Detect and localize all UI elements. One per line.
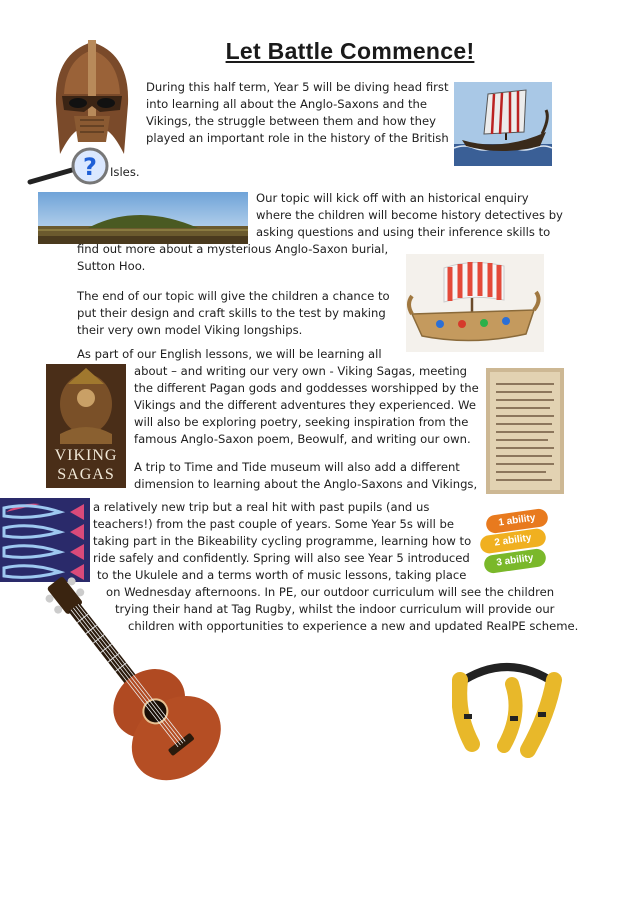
para2-line: find out more about a mysterious Anglo-Saxon burial, <box>77 242 389 256</box>
svg-text:?: ? <box>83 153 97 181</box>
para1-line: Vikings, the struggle between them and how they <box>146 114 436 128</box>
para5-line: on Wednesday afternoons. In PE, our outdoor curriculum will see the children <box>106 585 555 599</box>
para4-line: famous Anglo-Saxon poem, Beowulf, and writing our own. <box>134 432 471 446</box>
para2-line: Sutton Hoo. <box>77 259 146 273</box>
saga-title-line: VIKING <box>54 447 118 464</box>
para5-line: a relatively new trip but a real hit with past pupils (and us <box>93 500 430 514</box>
ukulele-image <box>36 560 226 784</box>
helmet-icon <box>44 34 140 164</box>
para1-line: During this half term, Year 5 will be diving head first <box>146 80 449 94</box>
para5-line: dimension to learning about the Anglo-Saxons and Vikings, <box>134 477 478 491</box>
beowulf-manuscript-image <box>486 368 564 494</box>
para4-line: Vikings and the different adventures they experienced. We <box>134 398 476 412</box>
para5-line: children with opportunities to experience a new and updated RealPE scheme. <box>128 619 579 633</box>
para3-line: The end of our topic will give the children a chance to <box>77 289 390 303</box>
para4-line: the different Pagan gods and goddesses worshipped by the <box>134 381 479 395</box>
para1-line: played an important role in the history of the British <box>146 131 449 145</box>
para5-line: taking part in the Bikeability cycling programme, learning how to <box>93 534 472 548</box>
viking-ship-icon <box>454 82 552 166</box>
bikeability-badge-2: 2 ability <box>479 527 547 554</box>
burial-mound-image <box>38 192 248 244</box>
para2-line: where the children will become history detectives by <box>256 208 563 222</box>
para1-line: into learning all about the Anglo-Saxons and the <box>146 97 427 111</box>
para4-line: As part of our English lessons, we will be learning all <box>77 347 382 361</box>
para2-line: asking questions and using their inference skills to <box>256 225 551 239</box>
para2-line: Our topic will kick off with an historical enquiry <box>256 191 529 205</box>
question-magnifier-icon <box>26 146 110 188</box>
para5-line: to the Ukulele and a terms worth of music lessons, taking place <box>97 568 467 582</box>
bikeability-badges-image <box>476 510 556 576</box>
para5-line: ride safely and confidently. Spring will also see Year 5 introduced <box>93 551 470 565</box>
para4-line: about – and writing our very own - Viking Sagas, meeting <box>134 364 468 378</box>
model-longship-image <box>406 254 544 352</box>
page-title: Let Battle Commence! <box>225 38 475 64</box>
para3-line: their very own model Viking longships. <box>77 323 303 337</box>
bikeability-badge-1: 1 ability <box>485 508 549 534</box>
tag-rugby-belt-image <box>452 654 562 758</box>
viking-saga-image <box>46 364 126 488</box>
saga-title-line: SAGAS <box>57 466 115 483</box>
para5-line: teachers!) from the past couple of years. Some Year 5s will be <box>93 517 454 531</box>
bikeability-badge-3: 3 ability <box>483 548 547 574</box>
para1-line: Isles. <box>110 165 140 179</box>
para5-line: trying their hand at Tag Rugby, whilst the indoor curriculum will provide our <box>115 602 555 616</box>
para3-line: put their design and craft skills to the test by making <box>77 306 386 320</box>
para4-line: will also be exploring poetry, seeking inspiration from the <box>134 415 469 429</box>
para5-line: A trip to Time and Tide museum will also add a different <box>134 460 460 474</box>
